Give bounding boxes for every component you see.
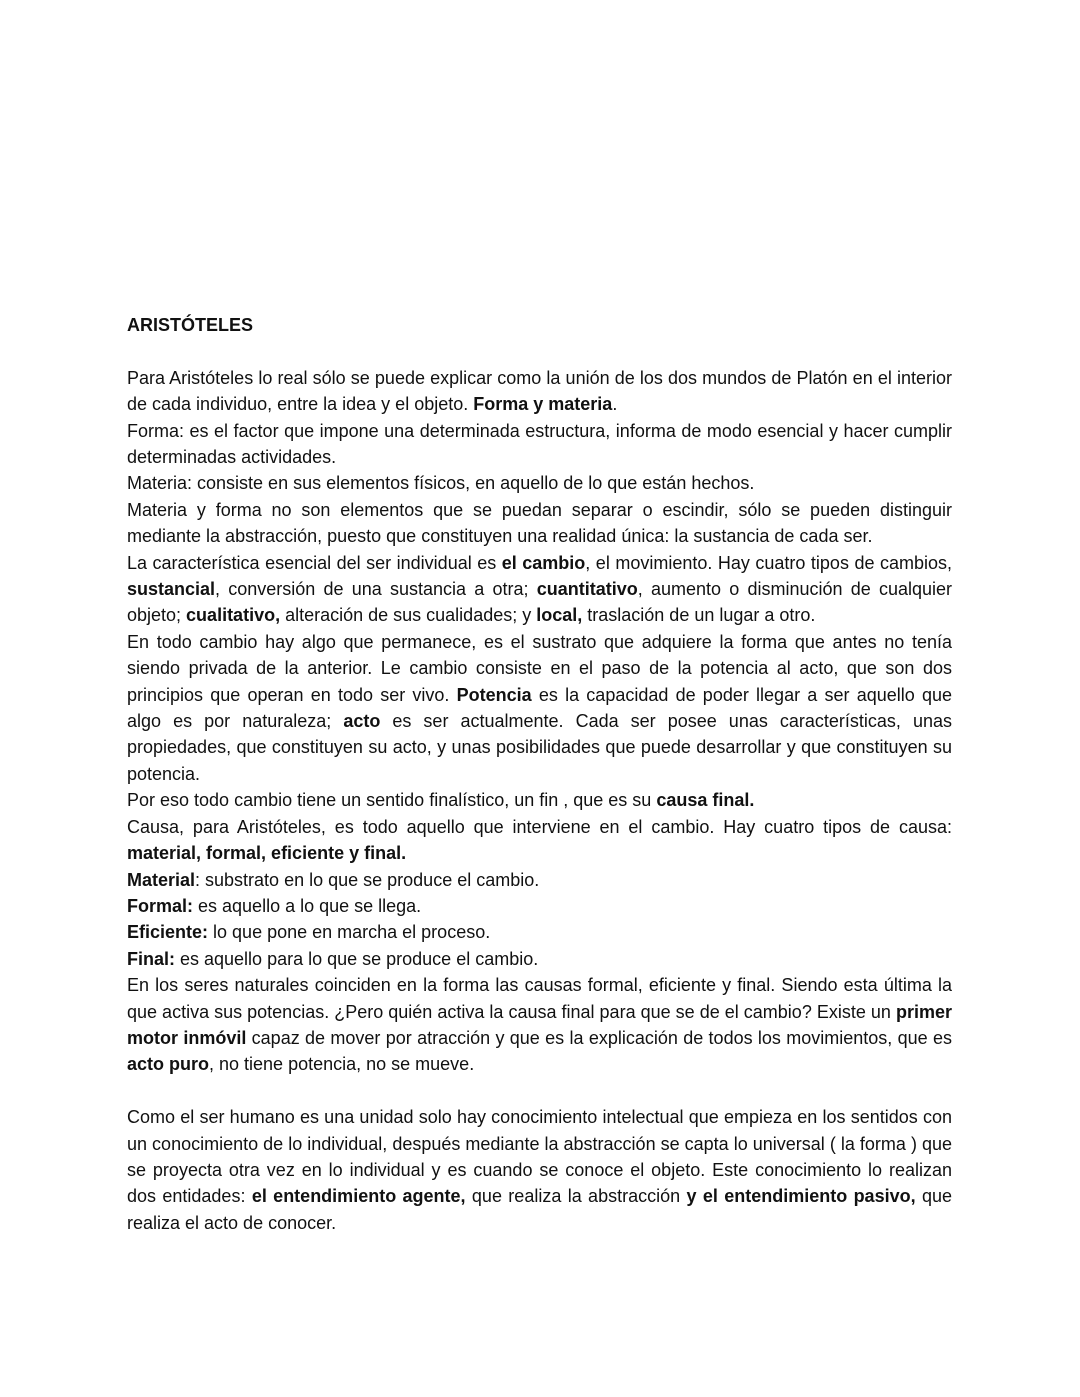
text-segment: Materia y forma no son elementos que se puedan separar o escindir, sólo se pueden distinguir mediante la abstracción, puesto que constituyen una realidad única: la sustancia de cada ser. xyxy=(127,499,952,547)
text-segment: Forma: es el factor que impone una determinada estructura, informa de modo esencial y hacer cumplir determinadas actividades. xyxy=(127,420,952,468)
text-segment: capaz de mover por atracción y que es la explicación de todos los movimientos, que es xyxy=(246,1027,952,1048)
paragraph xyxy=(127,1104,952,1236)
paragraph xyxy=(127,470,952,496)
text-segment: que realiza la abstracción xyxy=(465,1186,687,1207)
text-segment: La característica esencial del ser individual es xyxy=(127,552,502,573)
bold-text: Potencia xyxy=(456,684,532,705)
bold-text: Material xyxy=(127,869,196,890)
paragraph xyxy=(127,629,952,787)
text-segment: traslación de un lugar a otro. xyxy=(582,605,816,626)
paragraph xyxy=(127,867,952,893)
paragraph xyxy=(127,893,952,919)
bold-text: sustancial xyxy=(127,579,216,600)
paragraph xyxy=(127,946,952,972)
paragraph-spacer xyxy=(127,1078,952,1104)
text-segment: es aquello para lo que se produce el cambio. xyxy=(175,948,539,969)
text-segment: Por eso todo cambio tiene un sentido finalístico, un fin , que es su xyxy=(127,790,657,811)
text-segment: En los seres naturales coinciden en la forma las causas formal, eficiente y final. Siendo esta última la que activa sus potencias. ¿Pero quién activa la causa final para que se de el cambio? Existe un xyxy=(127,975,952,1022)
bold-text: el cambio xyxy=(501,552,586,573)
text-segment: Para Aristóteles lo real sólo se puede explicar como la unión de los dos mundos de Platón en el interior de cada individuo, entre la idea y el objeto. xyxy=(127,367,952,415)
bold-text: Final: xyxy=(127,948,175,969)
bold-text: Eficiente: xyxy=(127,922,209,943)
bold-text: cuantitativo xyxy=(536,579,638,600)
bold-text: acto puro xyxy=(127,1054,210,1075)
text-segment: lo que pone en marcha el proceso. xyxy=(208,922,491,943)
text-segment: Causa, para Aristóteles, es todo aquello que interviene en el cambio. Hay cuatro tipos de causa: xyxy=(127,816,952,837)
text-segment: , aumento o disminución de cualquier objeto; xyxy=(127,579,952,626)
text-segment: es la capacidad de poder llegar a ser aquello que algo es por naturaleza; xyxy=(127,684,952,732)
bold-text: primer motor inmóvil xyxy=(127,1001,952,1048)
paragraph xyxy=(127,418,952,471)
text-segment: alteración de sus cualidades; y xyxy=(280,605,537,626)
paragraph xyxy=(127,365,952,418)
text-segment: Como el ser humano es una unidad solo hay conocimiento intelectual que empieza en los sentidos con un conocimiento de lo individual, después mediante la abstracción se capta lo universal ( la forma ) que se proyecta otra vez en lo individual y es cuando se conoce el objeto. Este conocimiento lo realizan dos entidades: xyxy=(127,1107,952,1207)
bold-text: material, formal, eficiente y final. xyxy=(127,843,407,864)
paragraph xyxy=(127,972,952,1078)
bold-text: acto xyxy=(343,711,381,732)
paragraph xyxy=(127,787,952,813)
document-page xyxy=(127,312,952,1236)
bold-text: y el entendimiento pasivo, xyxy=(686,1186,916,1207)
text-segment: : substrato en lo que se produce el cambio. xyxy=(195,869,540,890)
text-segment: , no tiene potencia, no se mueve. xyxy=(209,1054,475,1075)
document-body xyxy=(127,365,952,1236)
bold-text: cualitativo, xyxy=(186,605,281,626)
paragraph xyxy=(127,919,952,945)
bold-text: causa final. xyxy=(656,790,755,811)
text-segment: Materia: consiste en sus elementos físicos, en aquello de lo que están hechos. xyxy=(127,473,755,494)
paragraph xyxy=(127,497,952,550)
text-segment: , el movimiento. Hay cuatro tipos de cambios, xyxy=(585,552,953,573)
text-segment: es aquello a lo que se llega. xyxy=(193,895,422,916)
text-segment: . xyxy=(612,394,618,415)
bold-text: Forma y materia xyxy=(473,394,613,415)
text-segment: es ser actualmente. Cada ser posee unas características, unas propiedades, que constituyen su acto, y unas posibilidades que puede desarrollar y que constituyen su potencia. xyxy=(127,711,953,784)
paragraph xyxy=(127,550,952,629)
bold-text: el entendimiento agente, xyxy=(251,1186,466,1207)
text-segment: En todo cambio hay algo que permanece, es el sustrato que adquiere la forma que antes no tenía siendo privada de la anterior. Le cambio consiste en el paso de la potencia al acto, que son dos principios que operan en todo ser vivo. xyxy=(127,631,952,705)
bold-text: Formal: xyxy=(127,895,194,916)
text-segment: , conversión de una sustancia a otra; xyxy=(215,579,537,600)
document-title: ARISTÓTELES xyxy=(127,315,254,335)
text-segment: que realiza el acto de conocer. xyxy=(127,1186,952,1233)
bold-text: local, xyxy=(536,605,583,626)
paragraph xyxy=(127,814,952,867)
